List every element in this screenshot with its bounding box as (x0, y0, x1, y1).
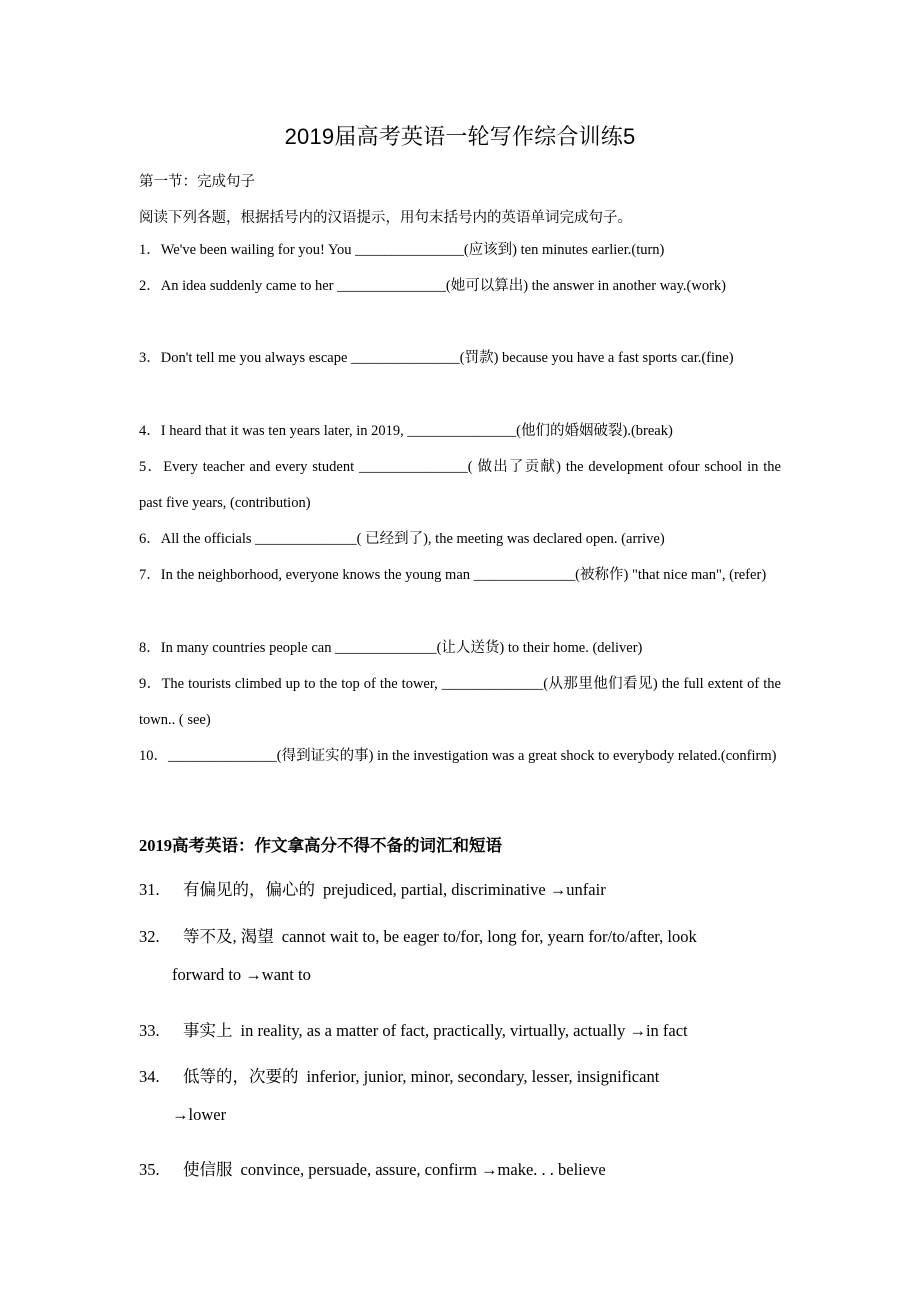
vocab-number: 32. (139, 927, 160, 946)
question-text-after: "that nice man", (refer) (628, 567, 767, 583)
question-text-after: , the meeting was declared open. (arrive) (427, 531, 665, 547)
section-label: 第一节：完成句子 (139, 174, 255, 190)
question-number: 4． (139, 423, 161, 439)
question-text-after: the answer in another way.(work) (528, 278, 726, 294)
question-5 (139, 449, 781, 521)
vocab-words: prejudiced, partial, discriminative →unfair (323, 880, 606, 899)
question-text-before: We've been wailing for you! You (160, 242, 356, 258)
question-8 (139, 630, 781, 666)
question-number: 10． (139, 748, 168, 764)
vocab-item-33 (139, 1012, 789, 1050)
question-text-before: All the officials (160, 531, 256, 547)
chinese-hint: (被称作) (575, 567, 629, 583)
question-2 (139, 268, 781, 304)
chinese-hint: (她可以算出) (445, 278, 529, 294)
question-text-after: the full extent of the town.. ( see) (139, 676, 781, 728)
question-text-before: Every teacher and every student (163, 459, 360, 475)
vocab-item-35 (139, 1151, 789, 1189)
vocab-words: cannot wait to, be eager to/for, long for, yearn for/to/after, look (281, 927, 697, 946)
answer-blank: _______________ (168, 748, 277, 764)
question-text-after: the development ofour school in the past five years, (contribution) (139, 459, 781, 511)
question-number: 9． (139, 676, 162, 692)
answer-blank: _______________ (337, 278, 446, 294)
vocab-number: 31. (139, 880, 160, 899)
vocab-chinese: 使信服 (183, 1160, 233, 1179)
question-7 (139, 557, 781, 593)
question-6 (139, 521, 781, 557)
vocab-heading: 2019高考英语：作文拿高分不得不备的词汇和短语 (139, 836, 502, 855)
question-text-before: An idea suddenly came to her (160, 278, 338, 294)
vocab-number: 34. (139, 1067, 160, 1086)
question-number: 5． (139, 459, 164, 475)
chinese-hint: (让人送货) (436, 640, 505, 656)
question-text-after: ten minutes earlier.(turn) (517, 242, 665, 258)
vocab-chinese: 等不及, 渴望 (183, 927, 274, 946)
vocab-chinese: 低等的，次要的 (183, 1067, 299, 1086)
question-3 (139, 340, 781, 376)
question-9 (139, 666, 781, 738)
chinese-hint: ( 已经到了) (356, 531, 428, 547)
answer-blank: ______________ (335, 640, 437, 656)
answer-blank: _______________ (351, 350, 460, 366)
question-number: 8． (139, 640, 161, 656)
page-title: 2019届高考英语一轮写作综合训练5 (284, 124, 636, 149)
chinese-hint: (得到证实的事) (276, 748, 374, 764)
question-number: 3． (139, 350, 161, 366)
chinese-hint: (罚款) (459, 350, 499, 366)
vocab-words-continued: forward to →want to (172, 965, 311, 984)
vocab-item-34 (139, 1058, 789, 1134)
question-text-after: because you have a fast sports car.(fine) (498, 350, 734, 366)
question-4 (139, 413, 781, 449)
vocab-number: 33. (139, 1021, 160, 1040)
answer-blank: _______________ (407, 423, 517, 439)
instruction-text: 阅读下列各题，根据括号内的汉语提示，用句末括号内的英语单词完成句子。 (139, 210, 632, 226)
vocab-item-32 (139, 918, 789, 994)
question-10 (139, 738, 781, 774)
question-text-before: The tourists climbed up to the top of the tower, (161, 676, 442, 692)
answer-blank: ______________ (255, 531, 357, 547)
question-text-after: in the investigation was a great shock to everybody related.(confirm) (373, 748, 777, 764)
question-number: 2． (139, 278, 161, 294)
vocab-words: inferior, junior, minor, secondary, lesser, insignificant (306, 1067, 660, 1086)
question-number: 6． (139, 531, 161, 547)
answer-blank: ______________ (441, 676, 544, 692)
vocab-number: 35. (139, 1160, 160, 1179)
question-1 (139, 232, 781, 268)
vocab-item-31 (139, 871, 789, 909)
question-text-before: In the neighborhood, everyone knows the young man (160, 567, 474, 583)
vocab-chinese: 事实上 (183, 1021, 233, 1040)
question-text-before: I heard that it was ten years later, in 2019, (160, 423, 408, 439)
chinese-hint: (他们的婚姻破裂) (516, 423, 628, 439)
answer-blank: _______________ (355, 242, 464, 258)
vocab-words: convince, persuade, assure, confirm →make. . . believe (240, 1160, 606, 1179)
vocab-words: in reality, as a matter of fact, practically, virtually, actually →in fact (240, 1021, 688, 1040)
question-text-before: In many countries people can (160, 640, 336, 656)
answer-blank: ______________ (473, 567, 576, 583)
vocab-words-continued: →lower (172, 1105, 227, 1124)
question-number: 7． (139, 567, 161, 583)
chinese-hint: ( 做出了贡献) (467, 459, 561, 475)
chinese-hint: (应该到) (463, 242, 518, 258)
chinese-hint: (从那里他们看见) (543, 676, 658, 692)
question-text-before: Don't tell me you always escape (160, 350, 351, 366)
question-text-after: .(break) (627, 423, 673, 439)
answer-blank: _______________ (359, 459, 468, 475)
vocab-chinese: 有偏见的，偏心的 (183, 880, 315, 899)
question-number: 1． (139, 242, 161, 258)
question-text-after: to their home. (deliver) (504, 640, 643, 656)
